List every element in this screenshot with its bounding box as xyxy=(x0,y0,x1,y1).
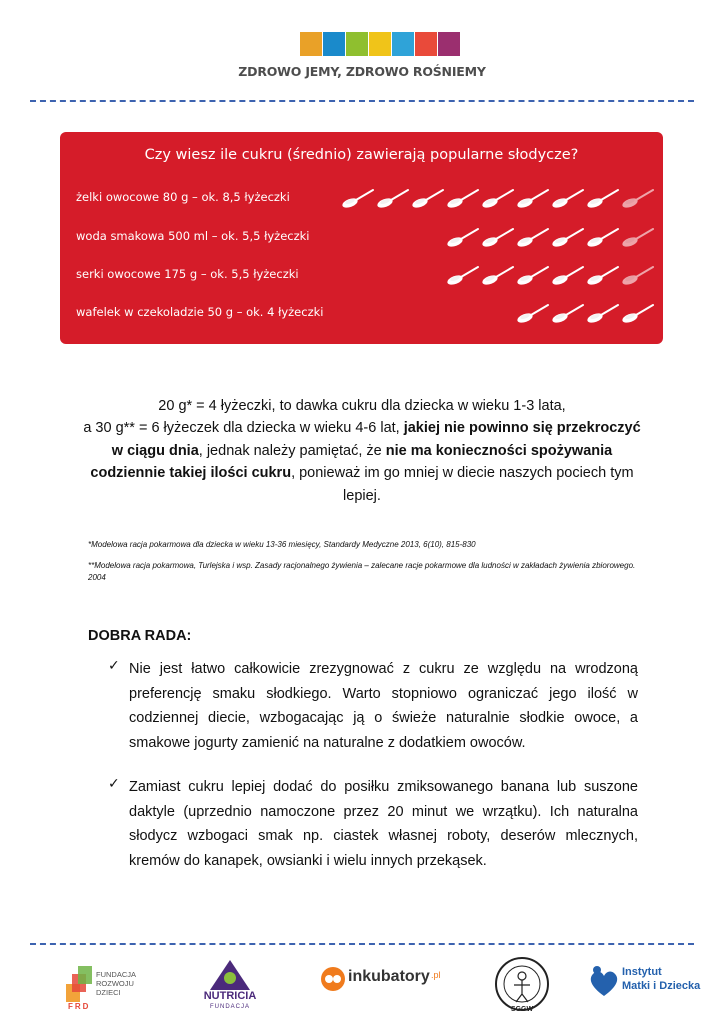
spoon-icons xyxy=(446,226,656,248)
nutricia-logo xyxy=(190,956,270,1016)
advice-tip xyxy=(108,657,638,755)
header-logo xyxy=(300,32,460,56)
logo-block xyxy=(438,32,460,56)
sugar-row-label: woda smakowa 500 ml – ok. 5,5 łyżeczki xyxy=(76,229,310,243)
spoon-icon xyxy=(446,267,478,286)
footnote-1: *Modelowa racja pokarmowa dla dziecka w wieku 13-36 miesięcy, Standardy Medyczne 2013, 6(10), 815-830 xyxy=(88,540,476,549)
sugar-row-label: żelki owocowe 80 g – ok. 8,5 łyżeczki xyxy=(76,190,290,204)
frd-logo xyxy=(62,956,152,1016)
infobox-title: Czy wiesz ile cukru (średnio) zawierają popularne słodycze? xyxy=(144,147,579,163)
spoon-icon xyxy=(481,229,513,248)
spoon-icon xyxy=(551,190,583,209)
logo-block xyxy=(392,32,414,56)
sugar-row xyxy=(76,264,656,286)
logo-block xyxy=(300,32,322,56)
emphasis-no-need: nie ma konieczności spożywania codziennie takiej ilości cukru xyxy=(90,442,613,482)
spoon-icon xyxy=(516,190,548,209)
imid-line-2: Matki i Dziecka xyxy=(622,980,701,992)
sugar-row-label: serki owocowe 175 g – ok. 5,5 łyżeczki xyxy=(76,267,299,281)
inkubatory-name: inkubatory xyxy=(348,968,430,985)
logo-block xyxy=(346,32,368,56)
main-paragraph xyxy=(80,395,644,507)
spoon-icon xyxy=(411,190,443,209)
logo-block xyxy=(415,32,437,56)
spoon-icon xyxy=(516,229,548,248)
frd-logo-letters: FRD xyxy=(68,1002,91,1011)
emphasis-limit: jakiej nie powinno się przekroczyć w ciągu dnia xyxy=(111,420,641,459)
sugar-infobox xyxy=(60,132,663,344)
checkmark-icon: ✓ xyxy=(108,658,120,674)
spoon-icon xyxy=(621,267,653,286)
spoon-icon xyxy=(551,229,583,248)
spoon-icon xyxy=(446,229,478,248)
advice-tip-text: Nie jest łatwo całkowicie zrezygnować z cukru ze względu na wrodzoną preferencję smaku słodkiego. Warto stopniowo ograniczać jego ilość w codziennej diecie, wzbogacając ją o świeże naturalnie słodkie owoce, a smakowe jogurty zamienić na naturalne z dodatkiem owoców. xyxy=(129,661,638,751)
sugar-row xyxy=(76,226,656,248)
imid-logo xyxy=(586,956,701,1016)
bottom-divider xyxy=(30,943,694,945)
spoon-icon xyxy=(516,305,548,324)
advice-heading: DOBRA RADA: xyxy=(88,628,192,644)
nutricia-name: NUTRICIA xyxy=(203,990,257,1002)
nutricia-sub: FUNDACJA xyxy=(209,1004,250,1010)
main-part-3: , ponieważ im go mniej w diecie naszych pociech tym lepiej. xyxy=(291,465,634,504)
inkubatory-logo xyxy=(318,956,458,1016)
spoon-icons xyxy=(516,302,656,324)
spoon-icon xyxy=(446,190,478,209)
frd-logo-text: FUNDACJA ROZWOJU DZIECI xyxy=(96,970,136,997)
spoon-icon xyxy=(376,190,408,209)
sugar-row xyxy=(76,302,656,324)
sggw-label: SGGW xyxy=(510,1006,534,1013)
spoon-icons xyxy=(341,187,656,209)
spoon-icon xyxy=(621,229,653,248)
spoon-icons xyxy=(446,264,656,286)
logo-block xyxy=(323,32,345,56)
inkubatory-suffix: .pl xyxy=(431,970,441,980)
advice-tip xyxy=(108,775,638,873)
spoon-icon xyxy=(551,267,583,286)
spoon-icon xyxy=(586,305,618,324)
sugar-row-label: wafelek w czekoladzie 50 g – ok. 4 łyżeczki xyxy=(76,305,324,319)
spoon-icon xyxy=(481,267,513,286)
header-tagline: ZDROWO JEMY, ZDROWO ROŚNIEMY xyxy=(238,64,486,79)
spoon-icon xyxy=(516,267,548,286)
footnote-2: **Modelowa racja pokarmowa, Turlejska i wsp. Zasady racjonalnego żywienia – zalecane racje pokarmowe dla ludności w zakładach żywienia zbiorowego. 2004 xyxy=(88,561,636,582)
spoon-icon xyxy=(481,190,513,209)
sugar-row xyxy=(76,187,656,209)
spoon-icon xyxy=(586,229,618,248)
main-line-2: a 30 g** = 6 łyżeczek dla dziecka w wieku 4-6 lat, xyxy=(83,420,404,437)
spoon-icon xyxy=(341,190,373,209)
logo-block xyxy=(369,32,391,56)
spoon-icon xyxy=(551,305,583,324)
spoon-icon xyxy=(586,267,618,286)
spoon-icon xyxy=(621,190,653,209)
checkmark-icon: ✓ xyxy=(108,776,120,792)
main-line-1: 20 g* = 4 łyżeczki, to dawka cukru dla dziecka w wieku 1-3 lata, xyxy=(158,398,566,414)
advice-tip-text: Zamiast cukru lepiej dodać do posiłku zmiksowanego banana lub suszone daktyle (uprzednio namoczone przez 20 minut we wrzątku). Ich naturalna słodycz wzbogaci smak np. ciastek własnej roboty, deserów mlecznych, kremów do kanapek, owsianki i wielu innych przekąsek. xyxy=(129,779,638,869)
main-part-2: , jednak należy pamiętać, że xyxy=(198,442,386,459)
sggw-seal xyxy=(486,956,558,1016)
imid-line-1: Instytut xyxy=(622,966,662,978)
spoon-icon xyxy=(621,305,653,324)
spoon-icon xyxy=(586,190,618,209)
top-divider xyxy=(30,100,694,102)
